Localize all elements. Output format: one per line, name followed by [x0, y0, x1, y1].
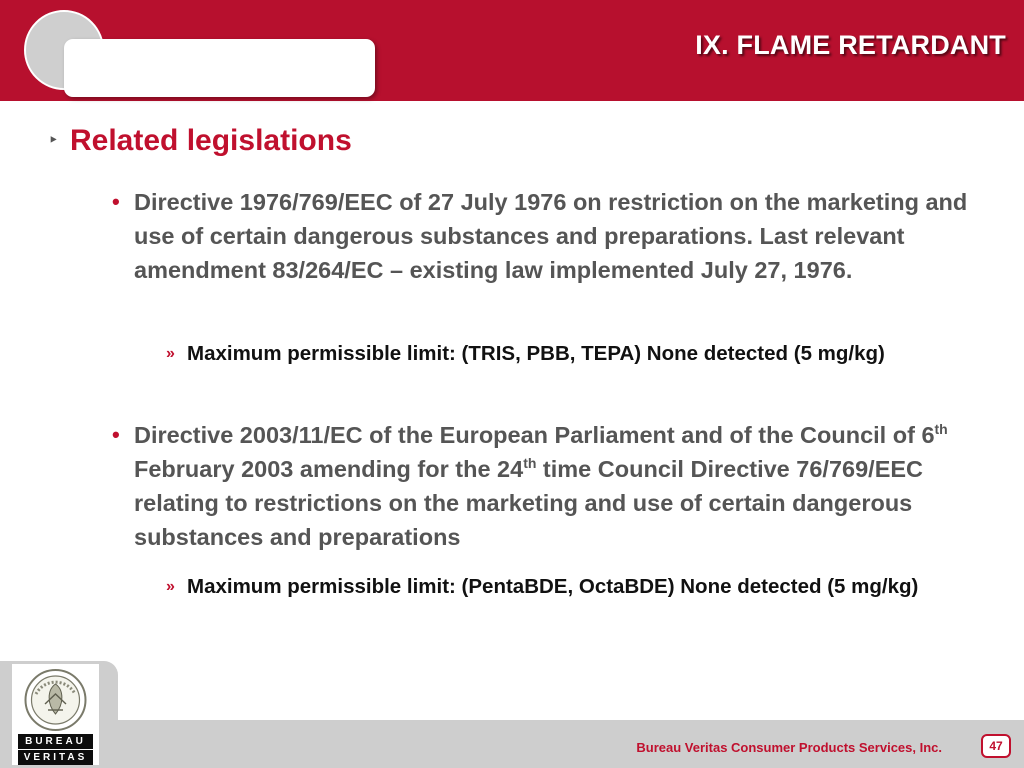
- slide-content: [0, 101, 1024, 661]
- superscript: th: [934, 421, 948, 437]
- section-heading-text: Related legislations: [70, 124, 352, 157]
- legislation-text: Directive 1976/769/EEC of 27 July 1976 on restriction on the marketing and use of certain dangerous substances and preparations. Last relevant amendment 83/264/EC – existing law implemented July 27, 1976.: [134, 189, 968, 283]
- legislation-limit: [166, 571, 996, 602]
- chevron-bullet-icon: »: [166, 578, 175, 595]
- logo-wordmark-bottom: VERITAS: [18, 750, 93, 765]
- legislation-item: [112, 418, 1002, 554]
- page-number-badge: 47: [981, 734, 1011, 758]
- header-label-box: [64, 39, 375, 97]
- legislation-item: [112, 185, 1002, 287]
- footer-credit: Bureau Veritas Consumer Products Services, Inc.: [636, 740, 942, 755]
- slide-header: [0, 0, 1024, 101]
- bureau-veritas-logo: [12, 664, 99, 765]
- dot-bullet-icon: •: [112, 189, 120, 214]
- chevron-bullet-icon: »: [166, 345, 175, 362]
- slide-title: IX. FLAME RETARDANT: [695, 30, 1006, 60]
- legislation-text: Directive 2003/11/EC of the European Parliament and of the Council of 6th February 2003 amending for the 24th time Council Directive 76/769/EEC relating to restrictions on the marketing and use of certain dangerous substances and preparations: [134, 421, 948, 550]
- logo-wordmark-top: BUREAU: [18, 734, 93, 749]
- section-heading: [48, 124, 352, 158]
- dot-bullet-icon: •: [112, 422, 120, 447]
- limit-text: Maximum permissible limit: (TRIS, PBB, TEPA) None detected (5 mg/kg): [187, 342, 885, 365]
- superscript: th: [523, 455, 537, 471]
- triangle-bullet-icon: ‣: [48, 130, 59, 150]
- legislation-limit: [166, 338, 996, 369]
- limit-text: Maximum permissible limit: (PentaBDE, OctaBDE) None detected (5 mg/kg): [187, 575, 919, 598]
- logo-seal-icon: [12, 664, 99, 732]
